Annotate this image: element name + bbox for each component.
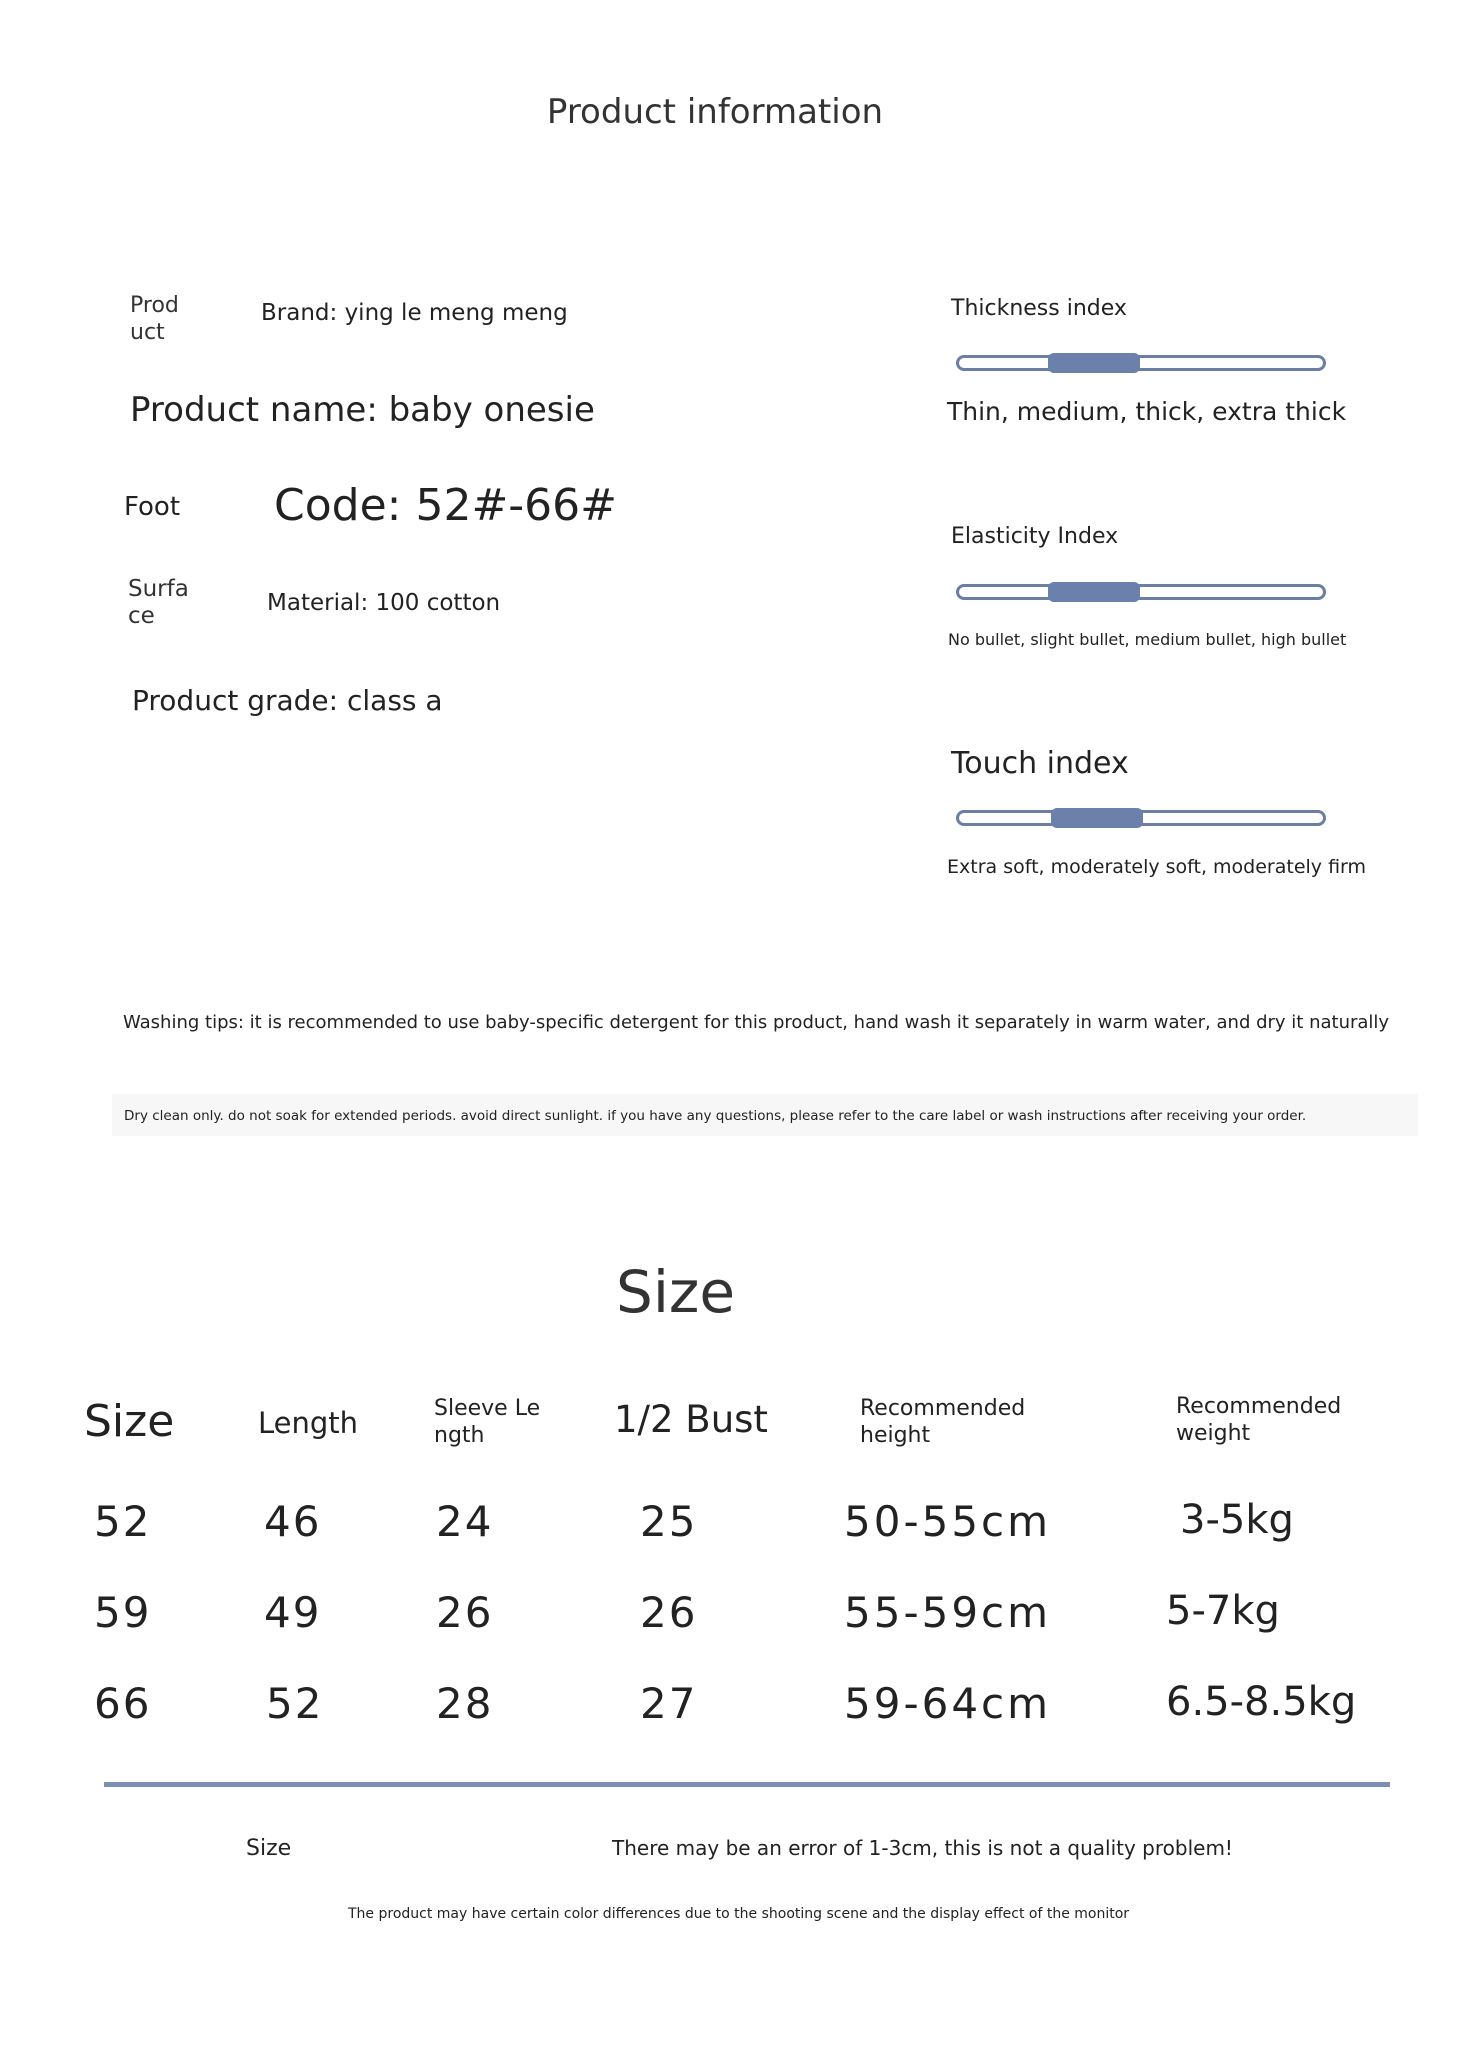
table-cell: 25 bbox=[640, 1497, 698, 1546]
header-half-bust: 1/2 Bust bbox=[614, 1398, 768, 1441]
header-length: Length bbox=[258, 1406, 359, 1440]
index-caption: Extra soft, moderately soft, moderately firm bbox=[947, 856, 1367, 878]
header-sleeve-length: Sleeve Le ngth bbox=[434, 1396, 541, 1448]
table-cell: 52 bbox=[94, 1497, 152, 1546]
header-recommended-height: Recommended height bbox=[860, 1396, 1026, 1448]
footer-size-label: Size bbox=[246, 1836, 292, 1861]
table-cell: 6.5-8.5kg bbox=[1166, 1679, 1357, 1725]
table-cell: 49 bbox=[264, 1588, 322, 1637]
table-cell: 27 bbox=[640, 1679, 698, 1728]
index-track bbox=[956, 584, 1326, 600]
index-title: Thickness index bbox=[951, 296, 1127, 321]
table-cell: 59 bbox=[94, 1588, 152, 1637]
table-cell: 28 bbox=[436, 1679, 494, 1728]
brand-label: Prod uct bbox=[130, 293, 179, 345]
table-cell: 5-7kg bbox=[1166, 1588, 1280, 1634]
table-cell: 66 bbox=[94, 1679, 152, 1728]
divider-rule bbox=[104, 1782, 1390, 1787]
index-title: Elasticity Index bbox=[951, 524, 1119, 549]
index-caption: No bullet, slight bullet, medium bullet, high bullet bbox=[948, 630, 1347, 649]
washing-tips: Washing tips: it is recommended to use baby-specific detergent for this product, hand wash it separately in warm water, and dry it naturally bbox=[123, 1012, 1390, 1033]
table-cell: 26 bbox=[436, 1588, 494, 1637]
material-value: Material: 100 cotton bbox=[267, 590, 501, 616]
table-cell: 46 bbox=[264, 1497, 322, 1546]
index-fill bbox=[1051, 808, 1143, 828]
table-cell: 26 bbox=[640, 1588, 698, 1637]
header-recommended-weight: Recommended weight bbox=[1176, 1394, 1342, 1446]
brand-value: Brand: ying le meng meng bbox=[261, 300, 568, 326]
code-value: Code: 52#-66# bbox=[274, 480, 618, 531]
product-grade: Product grade: class a bbox=[132, 684, 443, 717]
material-label: Surfa ce bbox=[128, 576, 189, 629]
color-note: The product may have certain color differences due to the shooting scene and the display effect of the monitor bbox=[348, 1906, 1130, 1922]
index-title: Touch index bbox=[951, 746, 1129, 781]
table-cell: 55-59cm bbox=[844, 1588, 1052, 1637]
index-track bbox=[956, 355, 1326, 371]
index-fill bbox=[1048, 582, 1140, 602]
table-cell: 52 bbox=[266, 1679, 324, 1728]
table-cell: 50-55cm bbox=[844, 1497, 1052, 1546]
error-note: There may be an error of 1-3cm, this is not a quality problem! bbox=[612, 1836, 1233, 1860]
page-title: Product information bbox=[546, 92, 884, 132]
index-caption: Thin, medium, thick, extra thick bbox=[947, 397, 1347, 426]
code-label: Foot bbox=[124, 492, 181, 522]
header-size: Size bbox=[84, 1396, 175, 1447]
size-title: Size bbox=[616, 1258, 736, 1326]
table-cell: 59-64cm bbox=[844, 1679, 1052, 1728]
table-cell: 24 bbox=[436, 1497, 494, 1546]
table-cell: 3-5kg bbox=[1180, 1497, 1294, 1543]
index-fill bbox=[1048, 353, 1140, 373]
index-track bbox=[956, 810, 1326, 826]
dry-clean-note: Dry clean only. do not soak for extended periods. avoid direct sunlight. if you have any questions, please refer to the care label or wash instructions after receiving your order. bbox=[124, 1108, 1307, 1124]
product-name: Product name: baby onesie bbox=[130, 390, 595, 430]
